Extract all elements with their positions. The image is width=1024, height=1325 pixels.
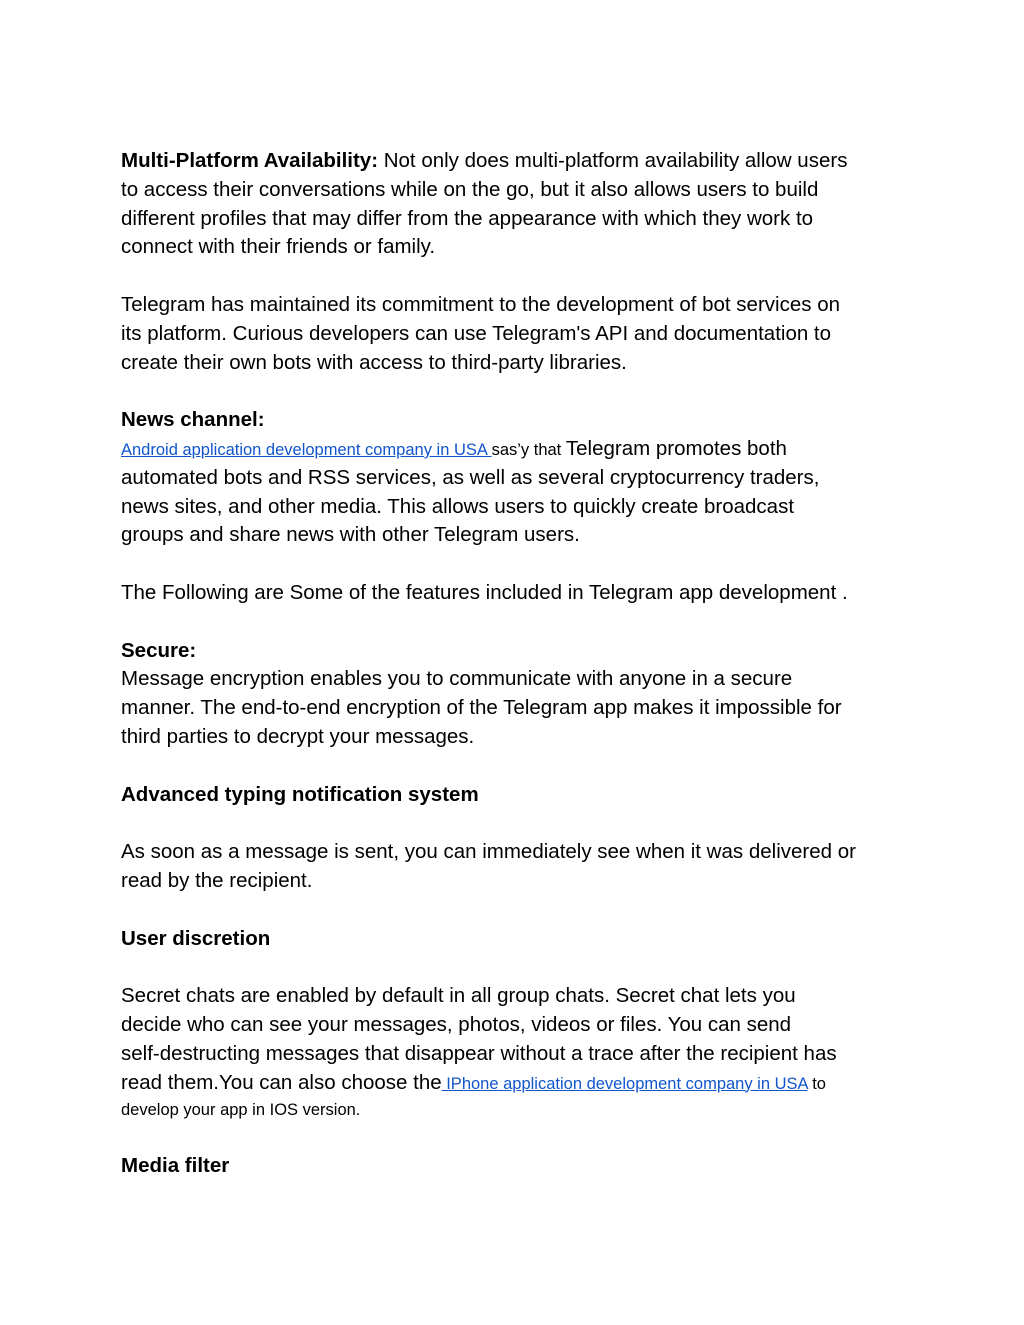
paragraph-gap [121,953,921,982]
paragraph-text: different profiles that may differ from the appearance with which they work to [121,206,814,230]
paragraph-text: to access their conversations while on the go, but it also allows users to build [121,177,819,201]
paragraph-small-text: develop your app in IOS version. [121,1101,361,1120]
news-channel-heading: News channel: [121,408,265,432]
paragraph-gap [121,262,921,291]
paragraph-text: self-destructing messages that disappear without a trace after the recipient has [121,1041,837,1065]
paragraph-text: Secret chats are enabled by default in all group chats. Secret chat lets you [121,984,796,1008]
paragraph-text: Message encryption enables you to communicate with anyone in a secure [121,667,793,691]
paragraph-text: its platform. Curious developers can use Telegram's API and documentation to [121,321,832,345]
secure-heading: Secure: [121,638,197,662]
iphone-company-link[interactable]: IPhone application development company in USA [441,1074,808,1093]
paragraph-gap [121,1123,921,1152]
document-page [121,147,921,1181]
media-filter-heading: Media filter [121,1154,230,1178]
paragraph-gap [121,550,921,579]
paragraph-gap [121,377,921,406]
paragraph-text: Telegram promotes both [565,436,787,460]
paragraph-text: read them.You can also choose the [121,1070,442,1094]
paragraph-gap [121,608,921,637]
paragraph-text: connect with their friends or family. [121,235,436,259]
android-company-link[interactable]: Android application development company in USA [121,440,492,459]
user-discretion-heading: User discretion [121,926,271,950]
paragraph-text: news sites, and other media. This allows users to quickly create broadcast [121,494,795,518]
paragraph-text: decide who can see your messages, photos, videos or files. You can send [121,1012,792,1036]
paragraph-gap [121,752,921,781]
paragraph-gap [121,896,921,925]
inline-small-text: sas’y that [491,440,566,459]
inline-small-text: to [807,1074,826,1093]
paragraph-text: create their own bots with access to third-party libraries. [121,350,627,374]
paragraph-text: read by the recipient. [121,868,313,892]
typing-notification-heading: Advanced typing notification system [121,782,479,806]
paragraph-text: manner. The end-to-end encryption of the Telegram app makes it impossible for [121,696,842,720]
features-intro: The Following are Some of the features included in Telegram app development . [121,580,848,604]
paragraph-text: groups and share news with other Telegram users. [121,523,580,547]
paragraph-text: As soon as a message is sent, you can immediately see when it was delivered or [121,840,856,864]
user-discretion-line-4 [121,1069,921,1098]
paragraph-text: Telegram has maintained its commitment to the development of bot services on [121,292,840,316]
paragraph-gap [121,809,921,838]
paragraph-text: third parties to decrypt your messages. [121,724,475,748]
multi-platform-heading: Multi-Platform Availability: [121,149,379,172]
news-channel-line-1 [121,435,921,464]
paragraph-text: automated bots and RSS services, as well as several cryptocurrency traders, [121,465,820,489]
paragraph-text: Not only does multi-platform availability allow users [378,149,848,172]
paragraph-multi-platform-line-1 [121,147,921,176]
